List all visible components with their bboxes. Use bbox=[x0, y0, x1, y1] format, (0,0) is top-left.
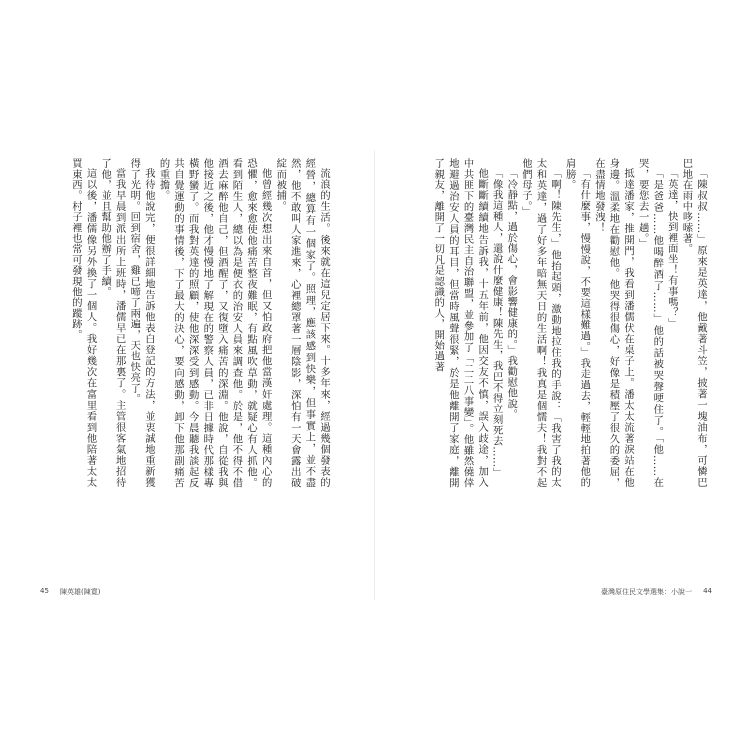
paragraph: 抵達潘家，推開門，我看到潘儒伏在桌子上。潘太太流著淚站在他身邊。溫柔地在勸慰他。他哭得很傷心，好像是積壓了很久的委屈，在盡情地發洩！ bbox=[592, 158, 635, 488]
paragraph: 「有什麼事，慢慢說，不要這樣難過。」我走過去，輕輕地拍著他的肩膀。 bbox=[563, 158, 591, 488]
paragraph: 流浪的生活。後來就在這兒定居下來。十多年來，經過幾個發表的經營，總算有一個家了。照理，應該感到快樂，但事實上，並不盡然，他不敢叫人家進來，心裡總罩著一層陰影，深怕有一天會露出破綻而被捕。 bbox=[274, 158, 330, 488]
paragraph: 這以後，潘儒像另外換了一個人。我好幾次在富里看到他陪著太太買東西。村子裡也常可發現他的蹤跡。 bbox=[69, 158, 97, 488]
paragraph: 「是爸爸……他喝醉酒了……」他的話被哭聲哽住了。「他……在哭，要您去一趟。」 bbox=[636, 158, 664, 488]
paragraph: 「啊！陳先生，」他抬起頭，激動地拉住我的手說：「我害了我的太太和英達，過了好多年暗無天日的生活啊！我真是個懦夫！我對不起他們母子。」 bbox=[519, 158, 562, 488]
page-number: 45 bbox=[40, 587, 49, 595]
running-title: 臺灣原住民文學選集：小說一 bbox=[601, 588, 692, 596]
paragraph: 「英達，快到裡面坐！有事嗎？」 bbox=[665, 168, 678, 329]
paragraph: 「像我這種人，還說什麼健康！陳先生，我巴不得立刻死去……」 bbox=[490, 168, 503, 479]
left-page-text bbox=[40, 158, 331, 488]
paragraph: 「陳叔叔……」原來是英達，他戴著斗笠，披著一塊油布，可憐巴巴地在雨中哆嗦著。 bbox=[680, 158, 707, 488]
right-page-text bbox=[418, 158, 708, 488]
paragraph: 「冷靜點，過於傷心，會影響健康的。」我勸慰他說。 bbox=[505, 168, 518, 420]
running-title: 陳英雄(陳寛) bbox=[60, 588, 101, 596]
page-number: 44 bbox=[703, 587, 712, 595]
paragraph: 當我早晨到派出所上班時，潘儒早已在那裏了。主管很客氣地招待了他，並且幫助他辦了手續。 bbox=[99, 158, 126, 488]
paragraph: 我待他說完，便很詳細地告訴他表白登記的方法，並衷誠地重新獲得了光明。回到宿舍，雞已啼了兩遍，天也快亮了。 bbox=[128, 158, 155, 488]
paragraph: 他曾經幾次想出來自首，但又怕政府把他當漢奸處理。這種內心的恐懼，愈來愈使他痛苦整夜難眠，有點風吹草動，就疑心有人抓他。看到陌生人，總以為是便衣的治安人員來調查他。於是，他不得不借酒去麻醉他自己，但酒醒了，又復墮入痛苦的深淵。他說，自從我與他接近之後，他才慢慢地了解現在的警察人員，已非日據時代那樣專橫野蠻了。而我對英達的照顧，使他深深受到感動。今晨聽我談起反共自覺運動的事情後，下了最大的決心，要向感動，卸下他那副痛苦的重擔。 bbox=[157, 158, 272, 488]
paragraph: 他斷斷續續地告訴我，十五年前，他因交友不慎，誤入歧途，加入中共匪下的臺灣民主自治聯盟，並參加了「二二八事變」。他雖然僥倖地避過治安人員的耳目，但當時風聲很緊，於是他離開了家庭，離開了親友，離開了一切凡是認識的人，開始過著 bbox=[432, 158, 489, 488]
